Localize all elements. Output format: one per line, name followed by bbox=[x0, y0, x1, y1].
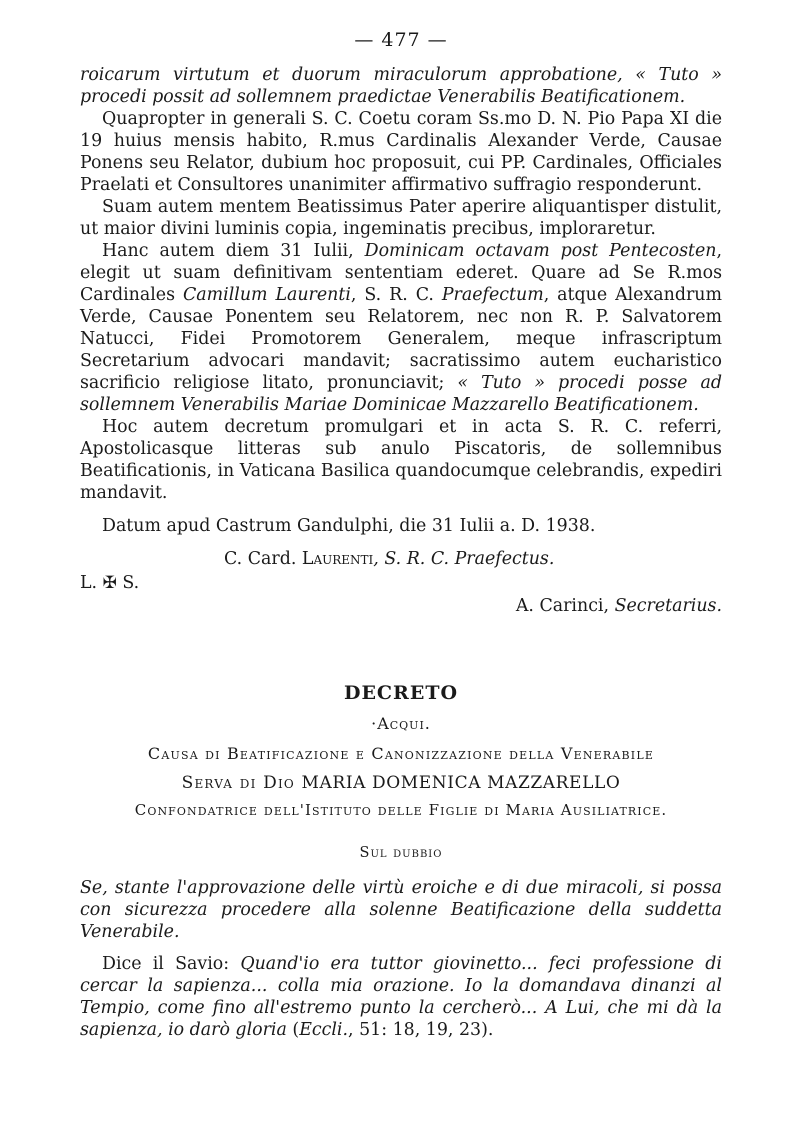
decree-cause: Causa di Beatificazione e Canonizzazione della Venerabile bbox=[147, 744, 655, 763]
dubium-question: Se, stante l'approvazione delle virtù eroiche e di due miracoli, si possa con sicurezza procedere alla solenne Beatificazione della suddetta Venerabile. bbox=[80, 878, 722, 942]
paragraph-hoc-autem: Hoc autem decretum promulgari et in acta S. R. C. referri, Apostolicasque litteras sub anulo Piscatoris, de sollemnibus Beatificationis, in Vaticana Basilica quandocumque celebrandis, expediri mandavit. bbox=[80, 417, 722, 503]
paragraph-savio bbox=[80, 953, 722, 1041]
prefect-name: Laurenti bbox=[301, 549, 374, 569]
dubium-heading: Sul dubbio bbox=[359, 845, 443, 861]
paragraph-quapropter: Quapropter in generali S. C. Coetu coram Ss.mo D. N. Pio Papa XI die 19 huius mensis habito, R.mus Cardinalis Alexander Verde, Causae Ponens seu Relator, dubium hoc proposuit, cui PP. Cardinales, Officiales Praelati et Consultores unanimiter affirmativo suffragio responderunt. bbox=[80, 109, 722, 195]
text-span: , atque Alexandrum Verde, Causae Ponentem seu Relatorem, nec non R. P. Salvatorem Natucci, Fidei Promotorem Generalem, meque infrascriptum Secretarium advocari mandavit; sacratissimo autem eucharistico sacrificio religiose litato, pronunciavit; bbox=[80, 285, 722, 393]
decree-founder: Confondatrice dell'Istituto delle Figlie di Maria Ausiliatrice. bbox=[134, 801, 668, 819]
document-page bbox=[80, 28, 722, 1041]
text-span-italic: Camillum Laurenti bbox=[182, 285, 351, 305]
text-span: , elegit ut suam definitivam sententiam ederet. Quare ad Se R.mos Cardinales bbox=[80, 241, 723, 305]
locus-sigilli bbox=[80, 573, 139, 593]
text-span: , S. R. C. bbox=[350, 285, 442, 305]
seal-cross-icon: ✠ bbox=[102, 573, 117, 593]
page-number: — 477 — bbox=[354, 29, 448, 51]
secretary-name: A. Carinci, bbox=[515, 596, 615, 616]
dated-line: Datum apud Castrum Gandulphi, die 31 Iulii a. D. 1938. bbox=[102, 516, 596, 536]
text-span: ( bbox=[286, 1020, 300, 1040]
servant-prefix: Serva di Dio bbox=[181, 773, 302, 793]
ls-s: S. bbox=[116, 573, 140, 593]
servant-name: MARIA DOMENICA MAZZARELLO bbox=[301, 773, 621, 793]
text-span: Dice il Savio: bbox=[102, 954, 241, 974]
text-span: , 51: 18, 19, 23). bbox=[348, 1020, 494, 1040]
decree-place: ·Acqui. bbox=[371, 714, 431, 733]
prefect-signature bbox=[224, 549, 554, 569]
decree-title: DECRETO bbox=[343, 682, 459, 704]
decree-servant bbox=[80, 773, 722, 793]
secretary-signature bbox=[516, 596, 722, 616]
signature-block bbox=[80, 516, 722, 616]
paragraph-suam-autem: Suam autem mentem Beatissimus Pater aperire aliquantisper distulit, ut maior divini luminis copia, ingeminatis precibus, imploraretur. bbox=[80, 197, 722, 239]
text-span: Hanc autem diem 31 Iulii, bbox=[102, 241, 365, 261]
text-span-italic: Eccli. bbox=[299, 1020, 349, 1040]
text-span-italic: « Tuto » procedi posse ad sollemnem Venerabilis Mariae Dominicae Mazzarello Beatificationem. bbox=[80, 373, 722, 415]
paragraph-hanc-autem bbox=[80, 240, 722, 416]
text-span-italic: Quand'io era tuttor giovinetto... feci professione di cercar la sapienza... colla mia orazione. Io la domandava dinanzi al Tempio, come fino all'estremo punto la cercherò... A Lui, che mi dà la sapienza, io darò gloria bbox=[80, 954, 722, 1040]
secretary-title: Secretarius. bbox=[614, 596, 722, 616]
decree-header bbox=[80, 682, 722, 861]
text-span-italic: Dominicam octavam post Pentecosten bbox=[364, 241, 717, 261]
text-span-italic: Praefectum bbox=[441, 285, 544, 305]
paragraph-approbation: roicarum virtutum et duorum miraculorum approbatione, « Tuto » procedi possit ad sollemnem praedictae Venerabilis Beatificationem. bbox=[80, 65, 722, 107]
ls-l: L. bbox=[80, 573, 103, 593]
prefect-title: , S. R. C. Praefectus. bbox=[373, 549, 555, 569]
prefect-prefix: C. Card. bbox=[224, 549, 302, 569]
